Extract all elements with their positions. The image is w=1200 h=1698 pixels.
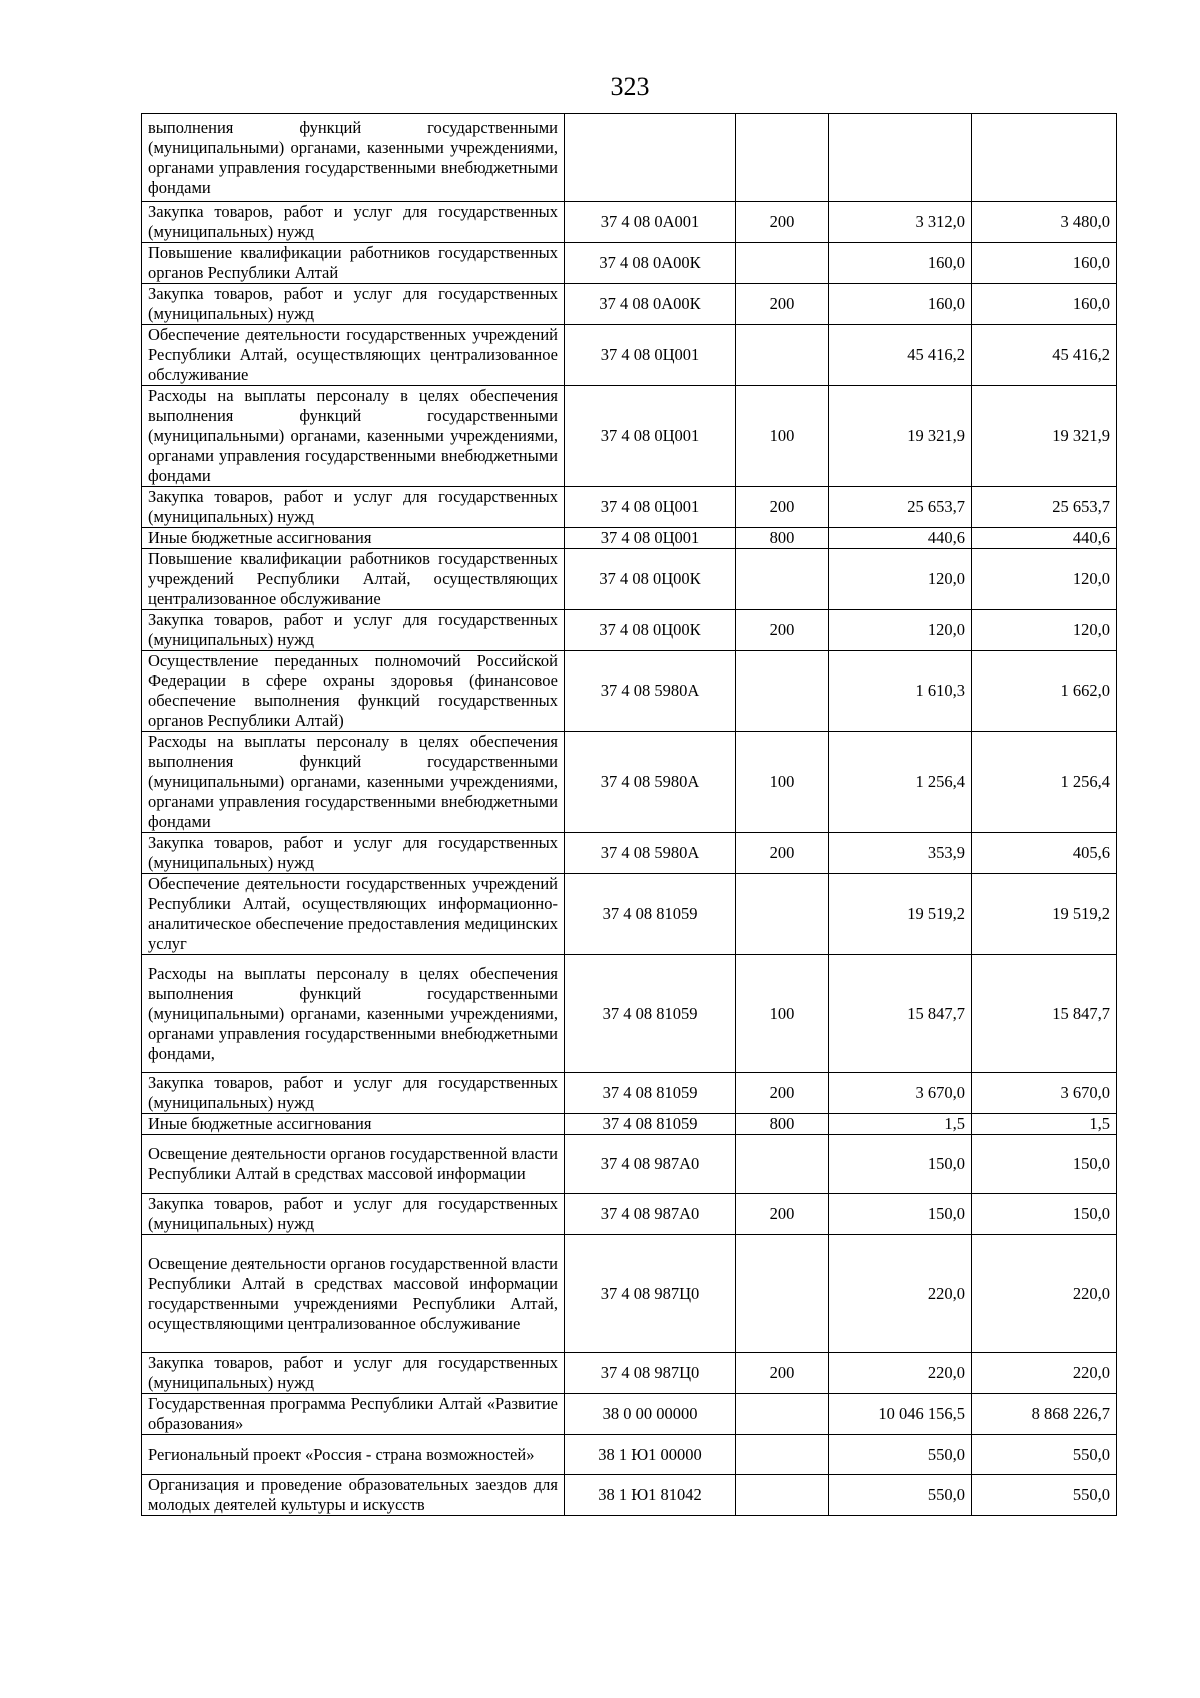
row-amount-year2-cell: 550,0 bbox=[972, 1475, 1117, 1516]
row-name-cell: Освещение деятельности органов государственной власти Республики Алтай в средствах массовой информации bbox=[142, 1135, 565, 1194]
row-amount-year2-cell: 160,0 bbox=[972, 284, 1117, 325]
row-code-cell: 37 4 08 0Ц00К bbox=[565, 610, 736, 651]
row-type-cell: 200 bbox=[736, 610, 829, 651]
row-amount-year2-cell: 1,5 bbox=[972, 1114, 1117, 1135]
row-code-cell: 37 4 08 987А0 bbox=[565, 1194, 736, 1235]
table-row bbox=[142, 1475, 1117, 1516]
row-amount-year1-cell: 45 416,2 bbox=[829, 325, 972, 386]
row-code-cell: 37 4 08 0Ц001 bbox=[565, 325, 736, 386]
table-row bbox=[142, 1235, 1117, 1353]
row-name-cell: Закупка товаров, работ и услуг для государственных (муниципальных) нужд bbox=[142, 1194, 565, 1235]
row-type-cell: 200 bbox=[736, 202, 829, 243]
row-amount-year1-cell: 550,0 bbox=[829, 1435, 972, 1475]
row-code-cell: 37 4 08 0Ц00К bbox=[565, 549, 736, 610]
table-row bbox=[142, 1353, 1117, 1394]
row-type-cell bbox=[736, 1435, 829, 1475]
row-name-cell: Закупка товаров, работ и услуг для государственных (муниципальных) нужд bbox=[142, 202, 565, 243]
row-type-cell: 200 bbox=[736, 487, 829, 528]
row-code-cell: 37 4 08 987Ц0 bbox=[565, 1235, 736, 1353]
table-row bbox=[142, 1135, 1117, 1194]
row-code-cell: 38 0 00 00000 bbox=[565, 1394, 736, 1435]
row-amount-year2-cell: 440,6 bbox=[972, 528, 1117, 549]
table-row bbox=[142, 833, 1117, 874]
row-amount-year1-cell: 220,0 bbox=[829, 1353, 972, 1394]
row-amount-year1-cell: 3 312,0 bbox=[829, 202, 972, 243]
row-type-cell: 200 bbox=[736, 833, 829, 874]
row-name-cell: Закупка товаров, работ и услуг для государственных (муниципальных) нужд bbox=[142, 833, 565, 874]
row-code-cell: 37 4 08 81059 bbox=[565, 874, 736, 955]
table-row bbox=[142, 528, 1117, 549]
row-amount-year1-cell: 160,0 bbox=[829, 243, 972, 284]
row-amount-year2-cell: 120,0 bbox=[972, 549, 1117, 610]
row-amount-year2-cell: 45 416,2 bbox=[972, 325, 1117, 386]
row-code-cell: 37 4 08 0Ц001 bbox=[565, 528, 736, 549]
row-code-cell: 37 4 08 5980А bbox=[565, 833, 736, 874]
row-amount-year1-cell: 19 519,2 bbox=[829, 874, 972, 955]
row-type-cell bbox=[736, 243, 829, 284]
table-row bbox=[142, 114, 1117, 202]
row-type-cell bbox=[736, 1475, 829, 1516]
row-name-cell: Обеспечение деятельности государственных учреждений Республики Алтай, осуществляющих информационно-аналитическое обеспечение предоставления медицинских услуг bbox=[142, 874, 565, 955]
row-name-cell: Закупка товаров, работ и услуг для государственных (муниципальных) нужд bbox=[142, 284, 565, 325]
row-amount-year2-cell: 8 868 226,7 bbox=[972, 1394, 1117, 1435]
row-amount-year1-cell: 150,0 bbox=[829, 1135, 972, 1194]
row-amount-year2-cell: 1 256,4 bbox=[972, 732, 1117, 833]
row-type-cell bbox=[736, 325, 829, 386]
row-name-cell: выполнения функций государственными (муниципальными) органами, казенными учреждениями, органами управления государственными внебюджетными фондами bbox=[142, 114, 565, 202]
row-type-cell: 200 bbox=[736, 1353, 829, 1394]
row-name-cell: Повышение квалификации работников государственных учреждений Республики Алтай, осуществляющих централизованное обслуживание bbox=[142, 549, 565, 610]
row-amount-year1-cell: 25 653,7 bbox=[829, 487, 972, 528]
row-amount-year2-cell: 550,0 bbox=[972, 1435, 1117, 1475]
row-amount-year2-cell: 19 321,9 bbox=[972, 386, 1117, 487]
table-row bbox=[142, 651, 1117, 732]
table-row bbox=[142, 1394, 1117, 1435]
row-amount-year2-cell: 19 519,2 bbox=[972, 874, 1117, 955]
row-type-cell: 200 bbox=[736, 1073, 829, 1114]
row-code-cell: 37 4 08 0А00К bbox=[565, 284, 736, 325]
table-row bbox=[142, 1073, 1117, 1114]
row-amount-year2-cell: 3 480,0 bbox=[972, 202, 1117, 243]
row-code-cell: 38 1 Ю1 81042 bbox=[565, 1475, 736, 1516]
row-amount-year1-cell: 150,0 bbox=[829, 1194, 972, 1235]
row-type-cell bbox=[736, 1135, 829, 1194]
budget-table-body bbox=[142, 114, 1117, 1516]
table-row bbox=[142, 610, 1117, 651]
row-amount-year1-cell: 120,0 bbox=[829, 549, 972, 610]
row-name-cell: Обеспечение деятельности государственных учреждений Республики Алтай, осуществляющих централизованное обслуживание bbox=[142, 325, 565, 386]
row-amount-year1-cell: 1,5 bbox=[829, 1114, 972, 1135]
row-name-cell: Закупка товаров, работ и услуг для государственных (муниципальных) нужд bbox=[142, 487, 565, 528]
budget-table bbox=[141, 113, 1117, 1516]
row-name-cell: Организация и проведение образовательных заездов для молодых деятелей культуры и искусств bbox=[142, 1475, 565, 1516]
row-type-cell: 100 bbox=[736, 732, 829, 833]
row-code-cell: 37 4 08 0А00К bbox=[565, 243, 736, 284]
row-name-cell: Закупка товаров, работ и услуг для государственных (муниципальных) нужд bbox=[142, 1073, 565, 1114]
row-type-cell bbox=[736, 874, 829, 955]
row-code-cell: 37 4 08 987Ц0 bbox=[565, 1353, 736, 1394]
row-code-cell bbox=[565, 114, 736, 202]
row-type-cell bbox=[736, 549, 829, 610]
row-name-cell: Освещение деятельности органов государственной власти Республики Алтай в средствах массовой информации государственными учреждениями Республики Алтай, осуществляющими централизованное обслуживание bbox=[142, 1235, 565, 1353]
row-code-cell: 37 4 08 5980А bbox=[565, 732, 736, 833]
table-row bbox=[142, 1435, 1117, 1475]
row-amount-year1-cell: 160,0 bbox=[829, 284, 972, 325]
row-type-cell bbox=[736, 1394, 829, 1435]
row-amount-year2-cell: 1 662,0 bbox=[972, 651, 1117, 732]
row-amount-year2-cell: 25 653,7 bbox=[972, 487, 1117, 528]
row-type-cell: 200 bbox=[736, 284, 829, 325]
row-type-cell: 200 bbox=[736, 1194, 829, 1235]
table-row bbox=[142, 487, 1117, 528]
row-amount-year1-cell: 1 256,4 bbox=[829, 732, 972, 833]
row-amount-year1-cell: 220,0 bbox=[829, 1235, 972, 1353]
row-type-cell bbox=[736, 651, 829, 732]
row-type-cell: 800 bbox=[736, 528, 829, 549]
row-amount-year1-cell: 3 670,0 bbox=[829, 1073, 972, 1114]
table-row bbox=[142, 243, 1117, 284]
row-name-cell: Расходы на выплаты персоналу в целях обеспечения выполнения функций государственными (муниципальными) органами, казенными учреждениями, органами управления государственными внебюджетными фондами, bbox=[142, 955, 565, 1073]
row-amount-year1-cell: 120,0 bbox=[829, 610, 972, 651]
row-amount-year2-cell: 405,6 bbox=[972, 833, 1117, 874]
row-amount-year2-cell bbox=[972, 114, 1117, 202]
row-code-cell: 37 4 08 0Ц001 bbox=[565, 386, 736, 487]
row-code-cell: 37 4 08 987А0 bbox=[565, 1135, 736, 1194]
row-name-cell: Государственная программа Республики Алтай «Развитие образования» bbox=[142, 1394, 565, 1435]
row-name-cell: Закупка товаров, работ и услуг для государственных (муниципальных) нужд bbox=[142, 1353, 565, 1394]
page-number: 323 bbox=[610, 72, 650, 101]
row-code-cell: 37 4 08 81059 bbox=[565, 1073, 736, 1114]
row-amount-year1-cell: 353,9 bbox=[829, 833, 972, 874]
table-row bbox=[142, 732, 1117, 833]
row-name-cell: Региональный проект «Россия - страна возможностей» bbox=[142, 1435, 565, 1475]
row-name-cell: Иные бюджетные ассигнования bbox=[142, 1114, 565, 1135]
row-amount-year1-cell bbox=[829, 114, 972, 202]
row-amount-year2-cell: 160,0 bbox=[972, 243, 1117, 284]
row-amount-year1-cell: 10 046 156,5 bbox=[829, 1394, 972, 1435]
row-type-cell: 100 bbox=[736, 386, 829, 487]
row-code-cell: 37 4 08 0Ц001 bbox=[565, 487, 736, 528]
row-type-cell bbox=[736, 1235, 829, 1353]
table-row bbox=[142, 1114, 1117, 1135]
row-amount-year1-cell: 550,0 bbox=[829, 1475, 972, 1516]
row-amount-year1-cell: 1 610,3 bbox=[829, 651, 972, 732]
row-amount-year1-cell: 440,6 bbox=[829, 528, 972, 549]
row-amount-year2-cell: 150,0 bbox=[972, 1135, 1117, 1194]
row-type-cell: 100 bbox=[736, 955, 829, 1073]
row-name-cell: Закупка товаров, работ и услуг для государственных (муниципальных) нужд bbox=[142, 610, 565, 651]
row-code-cell: 37 4 08 81059 bbox=[565, 1114, 736, 1135]
row-name-cell: Осуществление переданных полномочий Российской Федерации в сфере охраны здоровья (финансовое обеспечение выполнения функций государственных органов Республики Алтай) bbox=[142, 651, 565, 732]
row-amount-year2-cell: 220,0 bbox=[972, 1235, 1117, 1353]
table-row bbox=[142, 386, 1117, 487]
row-amount-year1-cell: 15 847,7 bbox=[829, 955, 972, 1073]
row-code-cell: 37 4 08 81059 bbox=[565, 955, 736, 1073]
row-amount-year2-cell: 15 847,7 bbox=[972, 955, 1117, 1073]
row-type-cell bbox=[736, 114, 829, 202]
row-name-cell: Расходы на выплаты персоналу в целях обеспечения выполнения функций государственными (муниципальными) органами, казенными учреждениями, органами управления государственными внебюджетными фондами bbox=[142, 732, 565, 833]
row-amount-year2-cell: 220,0 bbox=[972, 1353, 1117, 1394]
table-row bbox=[142, 325, 1117, 386]
table-row bbox=[142, 549, 1117, 610]
row-code-cell: 38 1 Ю1 00000 bbox=[565, 1435, 736, 1475]
table-row bbox=[142, 874, 1117, 955]
table-row bbox=[142, 1194, 1117, 1235]
row-amount-year2-cell: 150,0 bbox=[972, 1194, 1117, 1235]
row-name-cell: Повышение квалификации работников государственных органов Республики Алтай bbox=[142, 243, 565, 284]
row-name-cell: Иные бюджетные ассигнования bbox=[142, 528, 565, 549]
table-row bbox=[142, 955, 1117, 1073]
row-code-cell: 37 4 08 0А001 bbox=[565, 202, 736, 243]
row-type-cell: 800 bbox=[736, 1114, 829, 1135]
row-amount-year2-cell: 120,0 bbox=[972, 610, 1117, 651]
row-amount-year1-cell: 19 321,9 bbox=[829, 386, 972, 487]
row-amount-year2-cell: 3 670,0 bbox=[972, 1073, 1117, 1114]
table-row bbox=[142, 202, 1117, 243]
table-row bbox=[142, 284, 1117, 325]
row-name-cell: Расходы на выплаты персоналу в целях обеспечения выполнения функций государственными (муниципальными) органами, казенными учреждениями, органами управления государственными внебюджетными фондами bbox=[142, 386, 565, 487]
row-code-cell: 37 4 08 5980А bbox=[565, 651, 736, 732]
